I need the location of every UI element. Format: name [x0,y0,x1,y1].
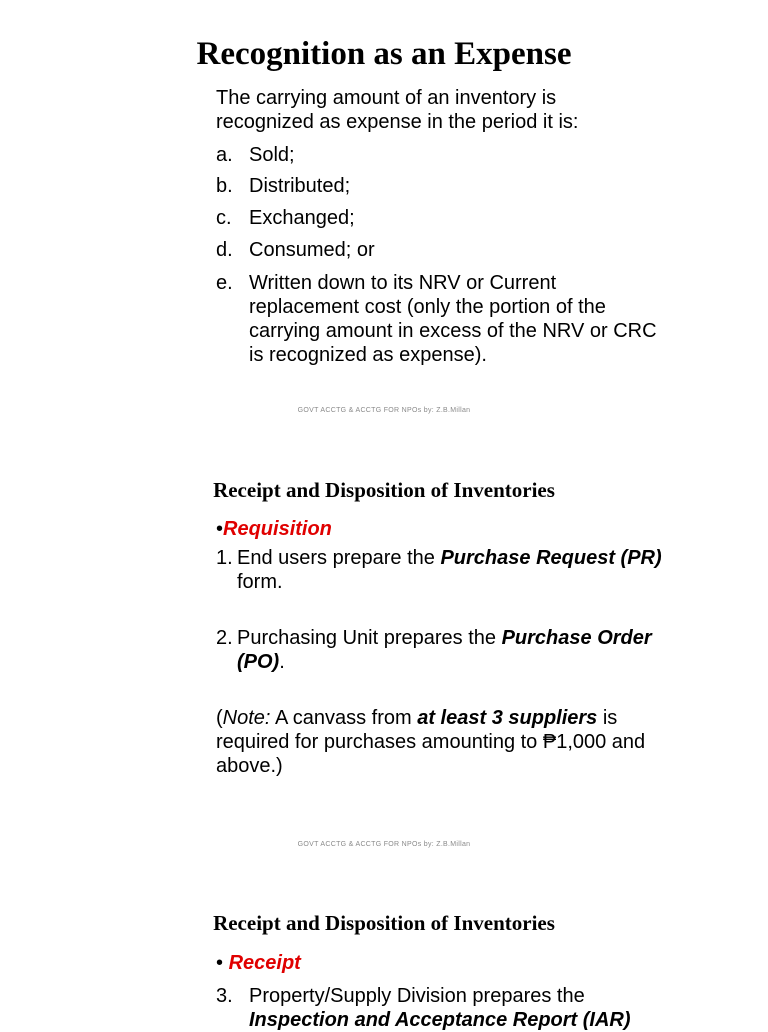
bullet-dot-icon: • [216,952,224,974]
step-text-bold: Inspection and Acceptance Report (IAR) [249,1009,631,1031]
list-item-text: Distributed; [249,175,351,197]
note-line-3: above.) [216,755,283,777]
list-item-text: Written down to its NRV or Current [249,272,557,294]
step-text: Property/Supply Division prepares the [249,985,585,1007]
step-text-bold: Purchase Order [501,627,652,649]
list-marker: a. [216,144,233,166]
step-text-bold: Purchase Request (PR) [440,547,662,569]
bullet-heading [216,517,332,541]
intro-line-1: The carrying amount of an inventory is [216,87,557,109]
slide-title: Receipt and Disposition of Inventories [213,911,555,935]
note-text: A canvass from [270,707,418,729]
note-line-2: required for purchases amounting to ₱1,000 and [216,731,646,753]
step-text-plain: End users prepare the [237,547,441,569]
step-number: 2. [216,627,233,649]
note-label: Note: [222,707,271,729]
intro-line-2: recognized as expense in the period it is: [216,111,579,133]
list-marker: c. [216,207,232,229]
slide-footer: GOVT ACCTG & ACCTG FOR NPOs by: Z.B.Millan [297,841,471,848]
step-text [237,546,662,570]
step-text-continued [237,650,285,674]
list-item-text: Exchanged; [249,207,355,229]
note-bold: at least 3 suppliers [417,707,598,729]
list-marker: b. [216,175,233,197]
bullet-heading [216,951,301,975]
bullet-dot-icon: • [216,518,224,540]
list-marker: e. [216,272,233,294]
note-paren: ( [216,707,223,729]
list-item-text: Sold; [249,144,295,166]
list-item-text: Consumed; or [249,239,375,261]
step-text [237,626,652,650]
step-number: 3. [216,985,233,1007]
list-item-text: carrying amount in excess of the NRV or CRC [249,320,657,342]
note-line-1 [216,706,617,730]
list-item-text: is recognized as expense). [249,344,487,366]
slide-title: Receipt and Disposition of Inventories [213,478,555,502]
step-number: 1. [216,547,233,569]
note-text: is [597,707,618,729]
step-text-bold: (PO) [237,651,280,673]
bullet-label: Requisition [223,518,332,540]
slide-title: Recognition as an Expense [196,36,572,72]
slide-footer: GOVT ACCTG & ACCTG FOR NPOs by: Z.B.Millan [297,407,471,414]
list-item-text: replacement cost (only the portion of the [249,296,606,318]
list-marker: d. [216,239,233,261]
bullet-label: Receipt [228,952,301,974]
step-text-continued: form. [237,571,283,593]
step-text-plain: Purchasing Unit prepares the [237,627,502,649]
step-text-plain: . [279,651,285,673]
